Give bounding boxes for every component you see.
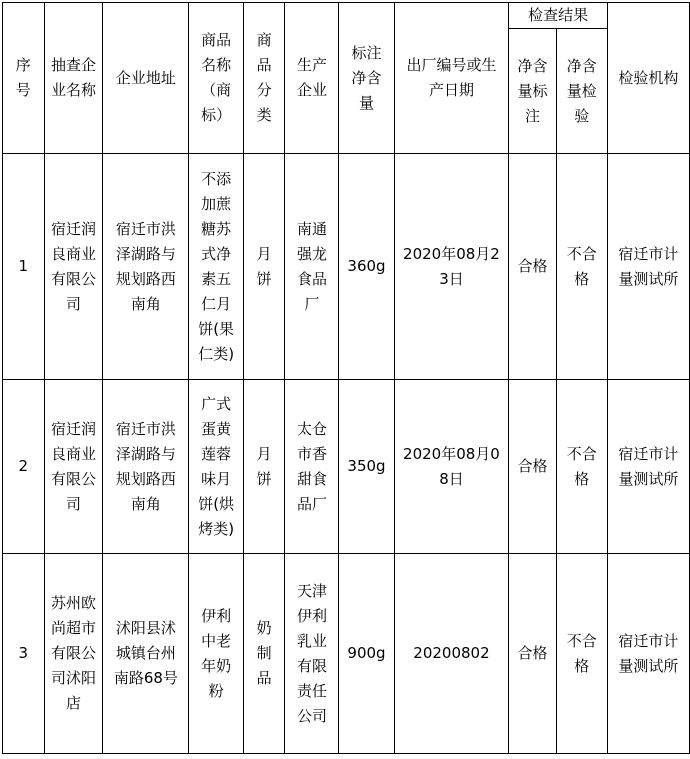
cell-seq: 1 — [3, 154, 45, 380]
cell-product: 不添加蔗糖苏式净素五仁月饼(果仁类) — [189, 154, 244, 380]
cell-agency: 宿迁市计量测试所 — [607, 154, 689, 380]
cell-category: 月饼 — [243, 154, 285, 380]
header-product: 商品名称（商标） — [189, 3, 244, 154]
cell-manufacturer: 天津伊利乳业有限责任公司 — [285, 554, 339, 754]
header-lot: 出厂编号或生产日期 — [394, 3, 509, 154]
cell-product: 广式蛋黄莲蓉味月饼(烘烤类) — [189, 380, 244, 554]
cell-seq: 3 — [3, 554, 45, 754]
cell-manufacturer: 太仓市香甜食品厂 — [285, 380, 339, 554]
cell-labeled-qty: 900g — [339, 554, 394, 754]
cell-agency: 宿迁市计量测试所 — [607, 554, 689, 754]
table-row — [3, 554, 690, 754]
cell-result-label: 合格 — [509, 380, 556, 554]
header-labeled-qty: 标注净含量 — [339, 3, 394, 154]
header-results: 检查结果 — [509, 3, 607, 29]
table-row — [3, 380, 690, 554]
cell-product: 伊利中老年奶粉 — [189, 554, 244, 754]
header-agency: 检验机构 — [607, 3, 689, 154]
cell-labeled-qty: 350g — [339, 380, 394, 554]
cell-address: 宿迁市洪泽湖路与规划路西南角 — [103, 154, 189, 380]
header-manufacturer: 生产企业 — [285, 3, 339, 154]
cell-lot: 20200802 — [394, 554, 509, 754]
header-company: 抽查企业名称 — [44, 3, 103, 154]
inspection-table — [2, 2, 690, 754]
table-row — [3, 154, 690, 380]
cell-company: 苏州欧尚超市有限公司沭阳店 — [44, 554, 103, 754]
cell-result-check: 不合格 — [556, 380, 607, 554]
cell-seq: 2 — [3, 380, 45, 554]
header-seq: 序号 — [3, 3, 45, 154]
cell-result-label: 合格 — [509, 554, 556, 754]
cell-category: 月饼 — [243, 380, 285, 554]
header-result-label: 净含量标注 — [509, 29, 556, 154]
cell-company: 宿迁润良商业有限公司 — [44, 154, 103, 380]
cell-address: 沭阳县沭城镇台州南路68号 — [103, 554, 189, 754]
header-row-top — [3, 3, 690, 29]
cell-result-label: 合格 — [509, 154, 556, 380]
cell-result-check: 不合格 — [556, 554, 607, 754]
cell-result-check: 不合格 — [556, 154, 607, 380]
cell-lot: 2020年08月08日 — [394, 380, 509, 554]
header-address: 企业地址 — [103, 3, 189, 154]
cell-company: 宿迁润良商业有限公司 — [44, 380, 103, 554]
cell-labeled-qty: 360g — [339, 154, 394, 380]
cell-lot: 2020年08月23日 — [394, 154, 509, 380]
cell-address: 宿迁市洪泽湖路与规划路西南角 — [103, 380, 189, 554]
header-category: 商品分类 — [243, 3, 285, 154]
cell-manufacturer: 南通强龙食品厂 — [285, 154, 339, 380]
header-result-check: 净含量检验 — [556, 29, 607, 154]
cell-agency: 宿迁市计量测试所 — [607, 380, 689, 554]
cell-category: 奶制品 — [243, 554, 285, 754]
